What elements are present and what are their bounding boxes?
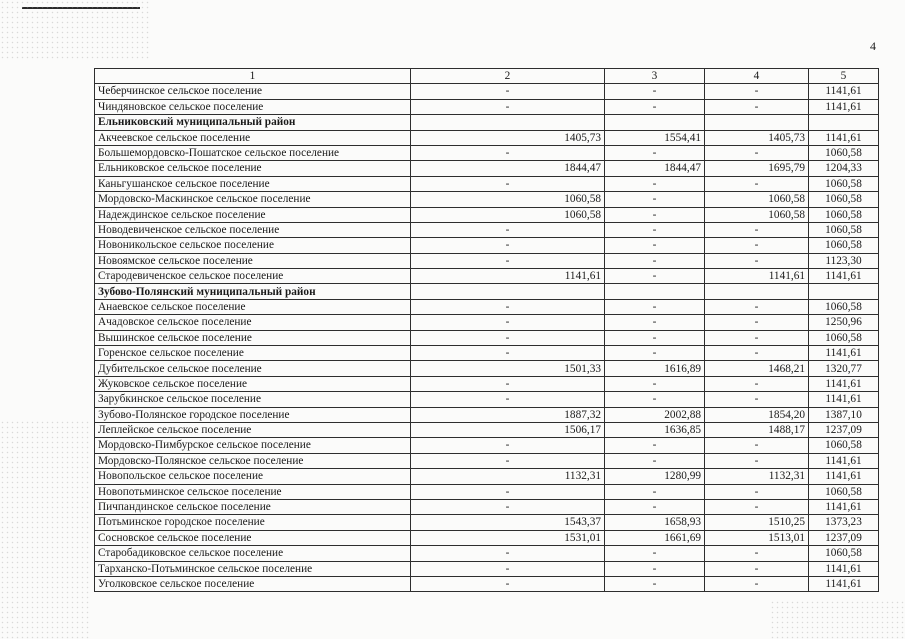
table-row: [95, 392, 879, 407]
value-cell-col5: 1060,58: [809, 484, 879, 499]
value-cell-col3: [605, 284, 705, 299]
table-row: [95, 299, 879, 314]
settlement-name-cell: Мордовско-Маскинское сельское поселение: [95, 192, 411, 207]
value-cell-col5: 1060,58: [809, 438, 879, 453]
value-cell-col3: -: [605, 376, 705, 391]
value-cell-col2: 1887,32: [411, 407, 605, 422]
value-cell-col5: [809, 284, 879, 299]
value-cell-col4: -: [705, 222, 809, 237]
table-section-row: [95, 284, 879, 299]
table-row: [95, 99, 879, 114]
table-row: [95, 84, 879, 99]
value-cell-col2: -: [411, 376, 605, 391]
settlement-name-cell: Чиндяновское сельское поселение: [95, 99, 411, 114]
value-cell-col5: 1060,58: [809, 546, 879, 561]
value-cell-col4: 1488,17: [705, 422, 809, 437]
value-cell-col4: 1510,25: [705, 515, 809, 530]
value-cell-col3: 1554,41: [605, 130, 705, 145]
value-cell-col5: [809, 115, 879, 130]
settlement-name-cell: Сосновское сельское поселение: [95, 530, 411, 545]
table-row: [95, 546, 879, 561]
value-cell-col3: -: [605, 192, 705, 207]
settlement-name-cell: Уголковское сельское поселение: [95, 576, 411, 591]
value-cell-col4: 1468,21: [705, 361, 809, 376]
value-cell-col2: -: [411, 299, 605, 314]
table-row: [95, 207, 879, 222]
table-row: [95, 561, 879, 576]
settlement-name-cell: Зубово-Полянский муниципальный район: [95, 284, 411, 299]
settlement-name-cell: Старобадиковское сельское поселение: [95, 546, 411, 561]
settlement-name-cell: Новопольское сельское поселение: [95, 469, 411, 484]
value-cell-col5: 1060,58: [809, 222, 879, 237]
table-row: [95, 161, 879, 176]
settlement-name-cell: Надеждинское сельское поселение: [95, 207, 411, 222]
value-cell-col5: 1141,61: [809, 99, 879, 114]
value-cell-col5: 1060,58: [809, 192, 879, 207]
value-cell-col4: 1060,58: [705, 192, 809, 207]
settlement-name-cell: Зубово-Полянское городское поселение: [95, 407, 411, 422]
value-cell-col4: 1060,58: [705, 207, 809, 222]
value-cell-col5: 1237,09: [809, 422, 879, 437]
value-cell-col5: 1060,58: [809, 176, 879, 191]
value-cell-col5: 1141,61: [809, 469, 879, 484]
value-cell-col2: -: [411, 145, 605, 160]
settlement-name-cell: Леплейское сельское поселение: [95, 422, 411, 437]
value-cell-col3: 1844,47: [605, 161, 705, 176]
value-cell-col4: [705, 284, 809, 299]
settlement-name-cell: Ачадовское сельское поселение: [95, 315, 411, 330]
value-cell-col3: -: [605, 84, 705, 99]
value-cell-col4: 1141,61: [705, 269, 809, 284]
table-row: [95, 315, 879, 330]
settlement-name-cell: Анаевское сельское поселение: [95, 299, 411, 314]
table-row: [95, 376, 879, 391]
value-cell-col3: -: [605, 453, 705, 468]
value-cell-col5: 1141,61: [809, 453, 879, 468]
value-cell-col5: 1141,61: [809, 130, 879, 145]
value-cell-col3: 1661,69: [605, 530, 705, 545]
value-cell-col3: -: [605, 315, 705, 330]
table-row: [95, 145, 879, 160]
value-cell-col4: -: [705, 438, 809, 453]
value-cell-col5: 1060,58: [809, 299, 879, 314]
settlement-name-cell: Пичпандинское сельское поселение: [95, 499, 411, 514]
settlement-name-cell: Большемордовско-Пошатское сельское поселение: [95, 145, 411, 160]
value-cell-col5: 1141,61: [809, 346, 879, 361]
value-cell-col2: 1501,33: [411, 361, 605, 376]
value-cell-col3: 1616,89: [605, 361, 705, 376]
settlement-name-cell: Новопотьминское сельское поселение: [95, 484, 411, 499]
value-cell-col4: 1132,31: [705, 469, 809, 484]
value-cell-col2: -: [411, 176, 605, 191]
settlement-name-cell: Зарубкинское сельское поселение: [95, 392, 411, 407]
value-cell-col5: 1060,58: [809, 207, 879, 222]
table-row: [95, 469, 879, 484]
value-cell-col2: [411, 115, 605, 130]
table-row: [95, 269, 879, 284]
value-cell-col5: 1141,61: [809, 392, 879, 407]
value-cell-col5: 1141,61: [809, 561, 879, 576]
value-cell-col2: 1506,17: [411, 422, 605, 437]
value-cell-col3: -: [605, 145, 705, 160]
value-cell-col4: -: [705, 561, 809, 576]
value-cell-col4: -: [705, 176, 809, 191]
value-cell-col3: 1636,85: [605, 422, 705, 437]
value-cell-col5: 1320,77: [809, 361, 879, 376]
settlement-name-cell: Новоникольское сельское поселение: [95, 238, 411, 253]
value-cell-col3: -: [605, 269, 705, 284]
value-cell-col2: -: [411, 546, 605, 561]
value-cell-col5: 1141,61: [809, 376, 879, 391]
column-header-5: 5: [809, 69, 879, 84]
column-header-4: 4: [705, 69, 809, 84]
table-row: [95, 222, 879, 237]
value-cell-col5: 1060,58: [809, 330, 879, 345]
value-cell-col3: -: [605, 330, 705, 345]
value-cell-col3: -: [605, 561, 705, 576]
table-body: [95, 84, 879, 592]
value-cell-col2: -: [411, 392, 605, 407]
value-cell-col2: 1060,58: [411, 192, 605, 207]
scan-noise: [770, 600, 905, 639]
value-cell-col2: -: [411, 438, 605, 453]
value-cell-col4: -: [705, 145, 809, 160]
value-cell-col4: -: [705, 453, 809, 468]
settlement-name-cell: Тарханско-Потьминское сельское поселение: [95, 561, 411, 576]
value-cell-col3: -: [605, 484, 705, 499]
settlement-name-cell: Мордовско-Полянское сельское поселение: [95, 453, 411, 468]
value-cell-col2: -: [411, 561, 605, 576]
value-cell-col2: -: [411, 238, 605, 253]
value-cell-col2: -: [411, 346, 605, 361]
value-cell-col4: -: [705, 376, 809, 391]
value-cell-col5: 1387,10: [809, 407, 879, 422]
page-number: 4: [870, 39, 876, 53]
table-row: [95, 192, 879, 207]
value-cell-col5: 1141,61: [809, 499, 879, 514]
value-cell-col4: 1405,73: [705, 130, 809, 145]
value-cell-col3: -: [605, 299, 705, 314]
settlement-name-cell: Потьминское городское поселение: [95, 515, 411, 530]
value-cell-col4: -: [705, 499, 809, 514]
value-cell-col4: [705, 115, 809, 130]
value-cell-col5: 1141,61: [809, 84, 879, 99]
value-cell-col3: [605, 115, 705, 130]
value-cell-col3: 2002,88: [605, 407, 705, 422]
value-cell-col5: 1060,58: [809, 238, 879, 253]
value-cell-col3: -: [605, 253, 705, 268]
value-cell-col2: 1531,01: [411, 530, 605, 545]
value-cell-col2: -: [411, 99, 605, 114]
value-cell-col4: 1854,20: [705, 407, 809, 422]
settlement-name-cell: Горенское сельское поселение: [95, 346, 411, 361]
value-cell-col3: -: [605, 392, 705, 407]
settlement-name-cell: Дубительское сельское поселение: [95, 361, 411, 376]
table-row: [95, 176, 879, 191]
value-cell-col4: -: [705, 84, 809, 99]
value-cell-col2: -: [411, 576, 605, 591]
value-cell-col5: 1141,61: [809, 576, 879, 591]
value-cell-col4: 1695,79: [705, 161, 809, 176]
value-cell-col4: -: [705, 484, 809, 499]
value-cell-col2: 1543,37: [411, 515, 605, 530]
table-row: [95, 361, 879, 376]
value-cell-col2: 1844,47: [411, 161, 605, 176]
value-cell-col3: -: [605, 438, 705, 453]
value-cell-col3: -: [605, 222, 705, 237]
value-cell-col2: [411, 284, 605, 299]
value-cell-col3: -: [605, 238, 705, 253]
value-cell-col5: 1060,58: [809, 145, 879, 160]
table-row: [95, 238, 879, 253]
value-cell-col5: 1237,09: [809, 530, 879, 545]
value-cell-col5: 1141,61: [809, 269, 879, 284]
table-row: [95, 330, 879, 345]
value-cell-col2: -: [411, 84, 605, 99]
table-row: [95, 253, 879, 268]
table-row: [95, 515, 879, 530]
value-cell-col3: -: [605, 546, 705, 561]
column-header-2: 2: [411, 69, 605, 84]
value-cell-col5: 1123,30: [809, 253, 879, 268]
settlement-name-cell: Вышинское сельское поселение: [95, 330, 411, 345]
value-cell-col5: 1250,96: [809, 315, 879, 330]
value-cell-col2: 1060,58: [411, 207, 605, 222]
value-cell-col2: -: [411, 484, 605, 499]
value-cell-col4: -: [705, 392, 809, 407]
value-cell-col2: -: [411, 222, 605, 237]
value-cell-col5: 1204,33: [809, 161, 879, 176]
settlement-name-cell: Стародевиченское сельское поселение: [95, 269, 411, 284]
value-cell-col3: -: [605, 576, 705, 591]
value-cell-col3: -: [605, 207, 705, 222]
value-cell-col3: -: [605, 346, 705, 361]
table-row: [95, 346, 879, 361]
table-row: [95, 499, 879, 514]
value-cell-col3: -: [605, 99, 705, 114]
table-row: [95, 453, 879, 468]
value-cell-col4: -: [705, 576, 809, 591]
value-cell-col4: -: [705, 99, 809, 114]
value-cell-col4: -: [705, 253, 809, 268]
column-header-1: 1: [95, 69, 411, 84]
table-row: [95, 484, 879, 499]
value-cell-col4: -: [705, 546, 809, 561]
value-cell-col4: 1513,01: [705, 530, 809, 545]
table-section-row: [95, 115, 879, 130]
settlement-name-cell: Ельниковское сельское поселение: [95, 161, 411, 176]
value-cell-col2: -: [411, 453, 605, 468]
table-row: [95, 438, 879, 453]
settlement-name-cell: Акчеевское сельское поселение: [95, 130, 411, 145]
value-cell-col2: 1132,31: [411, 469, 605, 484]
value-cell-col4: -: [705, 238, 809, 253]
value-cell-col4: -: [705, 346, 809, 361]
settlement-name-cell: Чеберчинское сельское поселение: [95, 84, 411, 99]
table-row: [95, 530, 879, 545]
value-cell-col3: -: [605, 499, 705, 514]
value-cell-col4: -: [705, 299, 809, 314]
settlement-name-cell: Мордовско-Пимбурское сельское поселение: [95, 438, 411, 453]
settlement-name-cell: Ельниковский муниципальный район: [95, 115, 411, 130]
settlement-name-cell: Каньгушанское сельское поселение: [95, 176, 411, 191]
value-cell-col2: 1141,61: [411, 269, 605, 284]
value-cell-col3: -: [605, 176, 705, 191]
value-cell-col5: 1373,23: [809, 515, 879, 530]
table-row: [95, 407, 879, 422]
value-cell-col4: -: [705, 330, 809, 345]
scan-noise: [0, 0, 150, 60]
value-cell-col2: -: [411, 315, 605, 330]
table-header-row: [95, 69, 879, 84]
value-cell-col2: 1405,73: [411, 130, 605, 145]
table-row: [95, 422, 879, 437]
settlement-name-cell: Жуковское сельское поселение: [95, 376, 411, 391]
value-cell-col3: 1280,99: [605, 469, 705, 484]
scan-noise: [0, 420, 90, 639]
column-header-3: 3: [605, 69, 705, 84]
settlement-name-cell: Новодевиченское сельское поселение: [95, 222, 411, 237]
table-row: [95, 130, 879, 145]
value-cell-col2: -: [411, 499, 605, 514]
value-cell-col2: -: [411, 330, 605, 345]
value-cell-col4: -: [705, 315, 809, 330]
value-cell-col2: -: [411, 253, 605, 268]
settlement-name-cell: Новоямское сельское поселение: [95, 253, 411, 268]
table-row: [95, 576, 879, 591]
tariff-table: [94, 68, 879, 592]
value-cell-col3: 1658,93: [605, 515, 705, 530]
